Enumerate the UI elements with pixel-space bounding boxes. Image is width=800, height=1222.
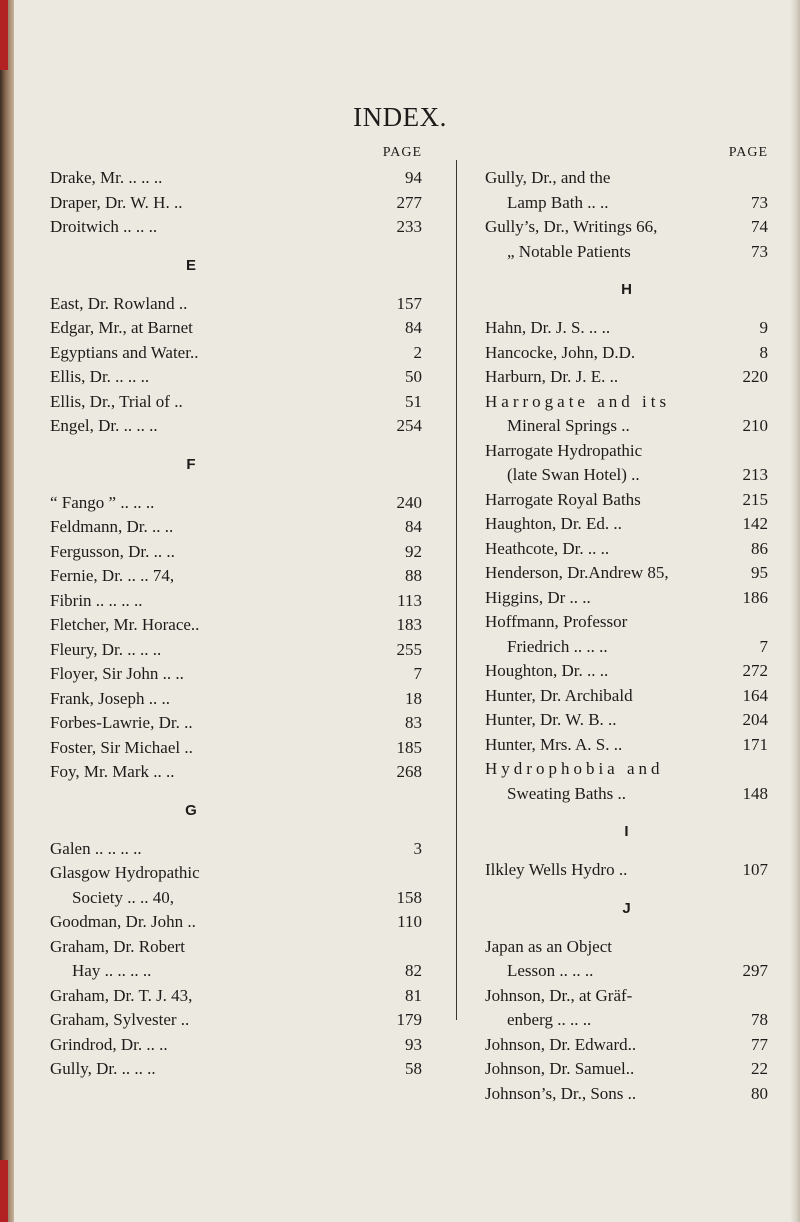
index-entry — [485, 1033, 768, 1058]
index-entry — [50, 984, 422, 1009]
entry-page: 215 — [742, 489, 768, 509]
entry-name-continued: Sweating Baths .. — [507, 783, 626, 803]
entry-name: Johnson, Dr. Samuel.. — [485, 1059, 635, 1078]
index-entry — [485, 733, 768, 758]
entry-page: 95 — [751, 563, 768, 582]
index-entry — [50, 711, 422, 736]
entry-name: Harburn, Dr. J. E. .. — [485, 367, 619, 386]
entry-name: Hunter, Mrs. A. S. .. — [485, 734, 623, 754]
entry-page: 50 — [405, 367, 422, 386]
entry-page: 22 — [751, 1059, 768, 1078]
entry-name: Graham, Dr. Robert — [50, 936, 186, 956]
entry-page: 220 — [742, 367, 768, 386]
entry-name: Foy, Mr. Mark .. .. — [50, 762, 175, 781]
entry-page: 73 — [751, 241, 768, 261]
index-entry — [485, 390, 768, 439]
entry-page: 7 — [413, 664, 422, 683]
entry-name: Harrogate and its — [485, 391, 671, 411]
entry-page: 142 — [742, 514, 768, 533]
entry-continuation — [50, 959, 422, 984]
index-entry — [50, 837, 422, 862]
entry-name: Forbes-Lawrie, Dr. .. — [50, 713, 193, 732]
entry-page: 213 — [742, 465, 768, 484]
entry-page: 93 — [405, 1034, 422, 1054]
index-entry — [50, 638, 422, 663]
index-entry — [485, 659, 768, 684]
entry-name: Haughton, Dr. Ed. .. — [485, 514, 622, 533]
entry-page: 185 — [396, 737, 422, 757]
entry-page: 268 — [396, 762, 422, 781]
entry-page: 7 — [759, 636, 768, 656]
index-entry — [50, 341, 422, 366]
index-entry — [50, 687, 422, 712]
entry-name: “ Fango ” .. .. .. — [50, 492, 155, 512]
entry-name: Fergusson, Dr. .. .. — [50, 541, 175, 561]
entry-page: 58 — [405, 1059, 422, 1078]
index-entry — [50, 166, 422, 191]
entry-page: 92 — [405, 541, 422, 561]
entry-name-continued: enberg .. .. .. — [507, 1010, 592, 1029]
entry-name-continued: Hay .. .. .. .. — [72, 961, 152, 980]
index-entry — [50, 316, 422, 341]
entry-name: Hoffmann, Professor — [485, 612, 628, 631]
index-entry — [50, 215, 422, 240]
entry-page: 277 — [396, 192, 422, 212]
index-entry — [50, 613, 422, 638]
spine-red-mark-bottom — [0, 1160, 8, 1222]
entry-name: Hunter, Dr. Archibald — [485, 685, 633, 705]
entry-name: Frank, Joseph .. .. — [50, 688, 170, 708]
entry-page: 73 — [751, 192, 768, 212]
index-entry — [50, 540, 422, 565]
index-entry — [50, 935, 422, 984]
entry-name: Fibrin .. .. .. .. — [50, 590, 143, 610]
index-entry — [485, 684, 768, 709]
entry-page: 113 — [397, 590, 422, 610]
entry-name: Goodman, Dr. John .. — [50, 912, 196, 931]
index-entry — [485, 512, 768, 537]
index-entry — [50, 515, 422, 540]
entry-page: 18 — [405, 688, 422, 708]
entry-name: Galen .. .. .. .. — [50, 838, 142, 858]
entry-name: Harrogate Hydropathic — [485, 440, 643, 460]
entry-name-continued: Lesson .. .. .. — [507, 961, 594, 980]
entry-name: Gully, Dr., and the — [485, 168, 611, 187]
entry-name: Hydrophobia and — [485, 759, 664, 778]
entry-name: „ Notable Patients — [507, 241, 631, 261]
entry-page: 240 — [396, 492, 422, 512]
entry-page: 94 — [405, 168, 422, 187]
index-entry — [50, 191, 422, 216]
column-divider — [456, 160, 457, 1020]
entry-page: 272 — [742, 661, 768, 680]
entry-name: Engel, Dr. .. .. .. — [50, 416, 158, 435]
right-entry-list — [485, 166, 768, 1106]
index-entry — [50, 861, 422, 910]
entry-name: Hancocke, John, D.D. — [485, 342, 636, 362]
index-entry — [50, 1008, 422, 1033]
index-entry — [485, 561, 768, 586]
index-entry — [485, 1057, 768, 1082]
entry-continuation — [485, 959, 768, 984]
index-entry — [485, 240, 768, 265]
index-entry — [485, 586, 768, 611]
entry-page: 254 — [396, 416, 422, 435]
entry-name: Graham, Sylvester .. — [50, 1010, 190, 1029]
index-entry — [485, 341, 768, 366]
index-entry — [485, 935, 768, 984]
entry-name: Harrogate Royal Baths — [485, 489, 641, 509]
entry-name-continued: (late Swan Hotel) .. — [507, 465, 640, 484]
entry-name: Ellis, Dr., Trial of .. — [50, 391, 183, 411]
entry-name: Johnson, Dr. Edward.. — [485, 1034, 637, 1054]
page-edge — [790, 0, 800, 1222]
entry-name: Johnson, Dr., at Gräf- — [485, 985, 633, 1005]
entry-page: 2 — [413, 342, 422, 362]
index-entry — [485, 365, 768, 390]
index-entry — [50, 365, 422, 390]
section-letter: J — [622, 899, 631, 917]
section-letter: I — [624, 823, 629, 840]
entry-page: 171 — [742, 734, 768, 754]
index-entry — [50, 414, 422, 439]
entry-page: 297 — [742, 961, 768, 980]
entry-page: 9 — [759, 318, 768, 337]
entry-page: 164 — [742, 685, 768, 705]
entry-name: Fleury, Dr. .. .. .. — [50, 639, 162, 659]
entry-name: Ilkley Wells Hydro .. — [485, 860, 628, 879]
entry-name: Graham, Dr. T. J. 43, — [50, 985, 193, 1005]
index-entry — [50, 292, 422, 317]
index-entry — [50, 589, 422, 614]
page-column-header: PAGE — [728, 145, 768, 160]
index-entry — [50, 491, 422, 516]
index-entry — [485, 858, 768, 883]
index-entry — [50, 760, 422, 785]
entry-name: Gully’s, Dr., Writings 66, — [485, 217, 658, 236]
index-entry — [50, 1057, 422, 1082]
entry-page: 51 — [405, 391, 422, 411]
index-entry — [485, 757, 768, 806]
entry-page: 233 — [396, 217, 422, 236]
entry-name: Fletcher, Mr. Horace.. — [50, 615, 200, 634]
entry-page: 148 — [742, 783, 768, 803]
entry-page: 110 — [397, 912, 422, 931]
entry-continuation — [485, 782, 768, 807]
entry-name-continued: Society .. .. 40, — [72, 887, 174, 907]
entry-page: 78 — [751, 1010, 768, 1029]
index-entry — [485, 537, 768, 562]
section-letter: G — [185, 801, 197, 819]
entry-page: 74 — [751, 217, 768, 236]
index-entry — [485, 984, 768, 1033]
entry-name: Floyer, Sir John .. .. — [50, 664, 184, 683]
page-title: INDEX. — [353, 102, 447, 132]
entry-page: 88 — [405, 566, 422, 585]
spine-red-mark-top — [0, 0, 8, 70]
entry-name: Hahn, Dr. J. S. .. .. — [485, 318, 611, 337]
entry-name: Fernie, Dr. .. .. 74, — [50, 566, 175, 585]
index-entry — [485, 488, 768, 513]
entry-name: Edgar, Mr., at Barnet — [50, 318, 193, 337]
book-spine — [0, 0, 14, 1222]
entry-continuation — [485, 635, 768, 660]
entry-page: 86 — [751, 538, 768, 558]
entry-page: 80 — [751, 1083, 768, 1103]
entry-page: 84 — [405, 318, 422, 337]
entry-page: 3 — [413, 838, 422, 858]
entry-continuation — [50, 886, 422, 911]
index-entry — [50, 736, 422, 761]
left-entry-list — [50, 166, 422, 1082]
entry-page: 179 — [396, 1010, 422, 1029]
entry-page: 81 — [405, 985, 422, 1005]
entry-name: Egyptians and Water.. — [50, 342, 199, 362]
entry-name: Foster, Sir Michael .. — [50, 737, 193, 757]
entry-name-continued: Lamp Bath .. .. — [507, 192, 609, 212]
entry-continuation — [485, 191, 768, 216]
entry-name: Feldmann, Dr. .. .. — [50, 517, 174, 536]
entry-name: Japan as an Object — [485, 936, 612, 956]
entry-page: 82 — [405, 961, 422, 980]
entry-page: 255 — [396, 639, 422, 659]
entry-name: Johnson’s, Dr., Sons .. — [485, 1083, 637, 1103]
entry-name: Heathcote, Dr. .. .. — [485, 538, 610, 558]
index-entry — [485, 215, 768, 240]
index-entry — [485, 1082, 768, 1107]
index-entry — [485, 439, 768, 488]
entry-name: Draper, Dr. W. H. .. — [50, 192, 183, 212]
entry-page: 186 — [742, 587, 768, 607]
entry-page: 183 — [396, 615, 422, 634]
index-entry — [50, 1033, 422, 1058]
entry-page: 8 — [759, 342, 768, 362]
index-entry — [485, 708, 768, 733]
entry-page: 83 — [405, 713, 422, 732]
entry-name: Hunter, Dr. W. B. .. — [485, 710, 617, 729]
index-entry — [485, 610, 768, 659]
index-entry — [485, 166, 768, 215]
entry-continuation — [485, 1008, 768, 1033]
entry-name-continued: Friedrich .. .. .. — [507, 636, 608, 656]
entry-name: Houghton, Dr. .. .. — [485, 661, 609, 680]
entry-continuation — [485, 414, 768, 439]
index-entry — [50, 910, 422, 935]
entry-name: Higgins, Dr .. .. — [485, 587, 591, 607]
entry-page: 157 — [396, 293, 422, 313]
entry-page: 77 — [751, 1034, 768, 1054]
entry-name: Droitwich .. .. .. — [50, 217, 158, 236]
entry-name-continued: Mineral Springs .. — [507, 416, 630, 435]
entry-name: East, Dr. Rowland .. — [50, 293, 188, 313]
entry-page: 204 — [742, 710, 768, 729]
index-entry — [50, 390, 422, 415]
entry-name: Henderson, Dr.Andrew 85, — [485, 563, 669, 582]
left-column — [50, 140, 422, 1082]
index-entry — [50, 662, 422, 687]
index-entry — [50, 564, 422, 589]
entry-name: Grindrod, Dr. .. .. — [50, 1034, 168, 1054]
page-column-header: PAGE — [382, 145, 422, 160]
section-letter: H — [621, 281, 632, 298]
entry-page: 84 — [405, 517, 422, 536]
entry-name: Gully, Dr. .. .. .. — [50, 1059, 156, 1078]
entry-name: Drake, Mr. .. .. .. — [50, 168, 163, 187]
section-letter: E — [185, 256, 196, 274]
right-column — [485, 140, 768, 1106]
entry-continuation — [485, 463, 768, 488]
entry-page: 158 — [396, 887, 422, 907]
entry-name: Ellis, Dr. .. .. .. — [50, 367, 150, 386]
index-entry — [485, 316, 768, 341]
entry-name: Glasgow Hydropathic — [50, 863, 200, 882]
entry-page: 210 — [742, 416, 768, 435]
section-letter: F — [186, 455, 196, 473]
entry-page: 107 — [742, 860, 768, 879]
